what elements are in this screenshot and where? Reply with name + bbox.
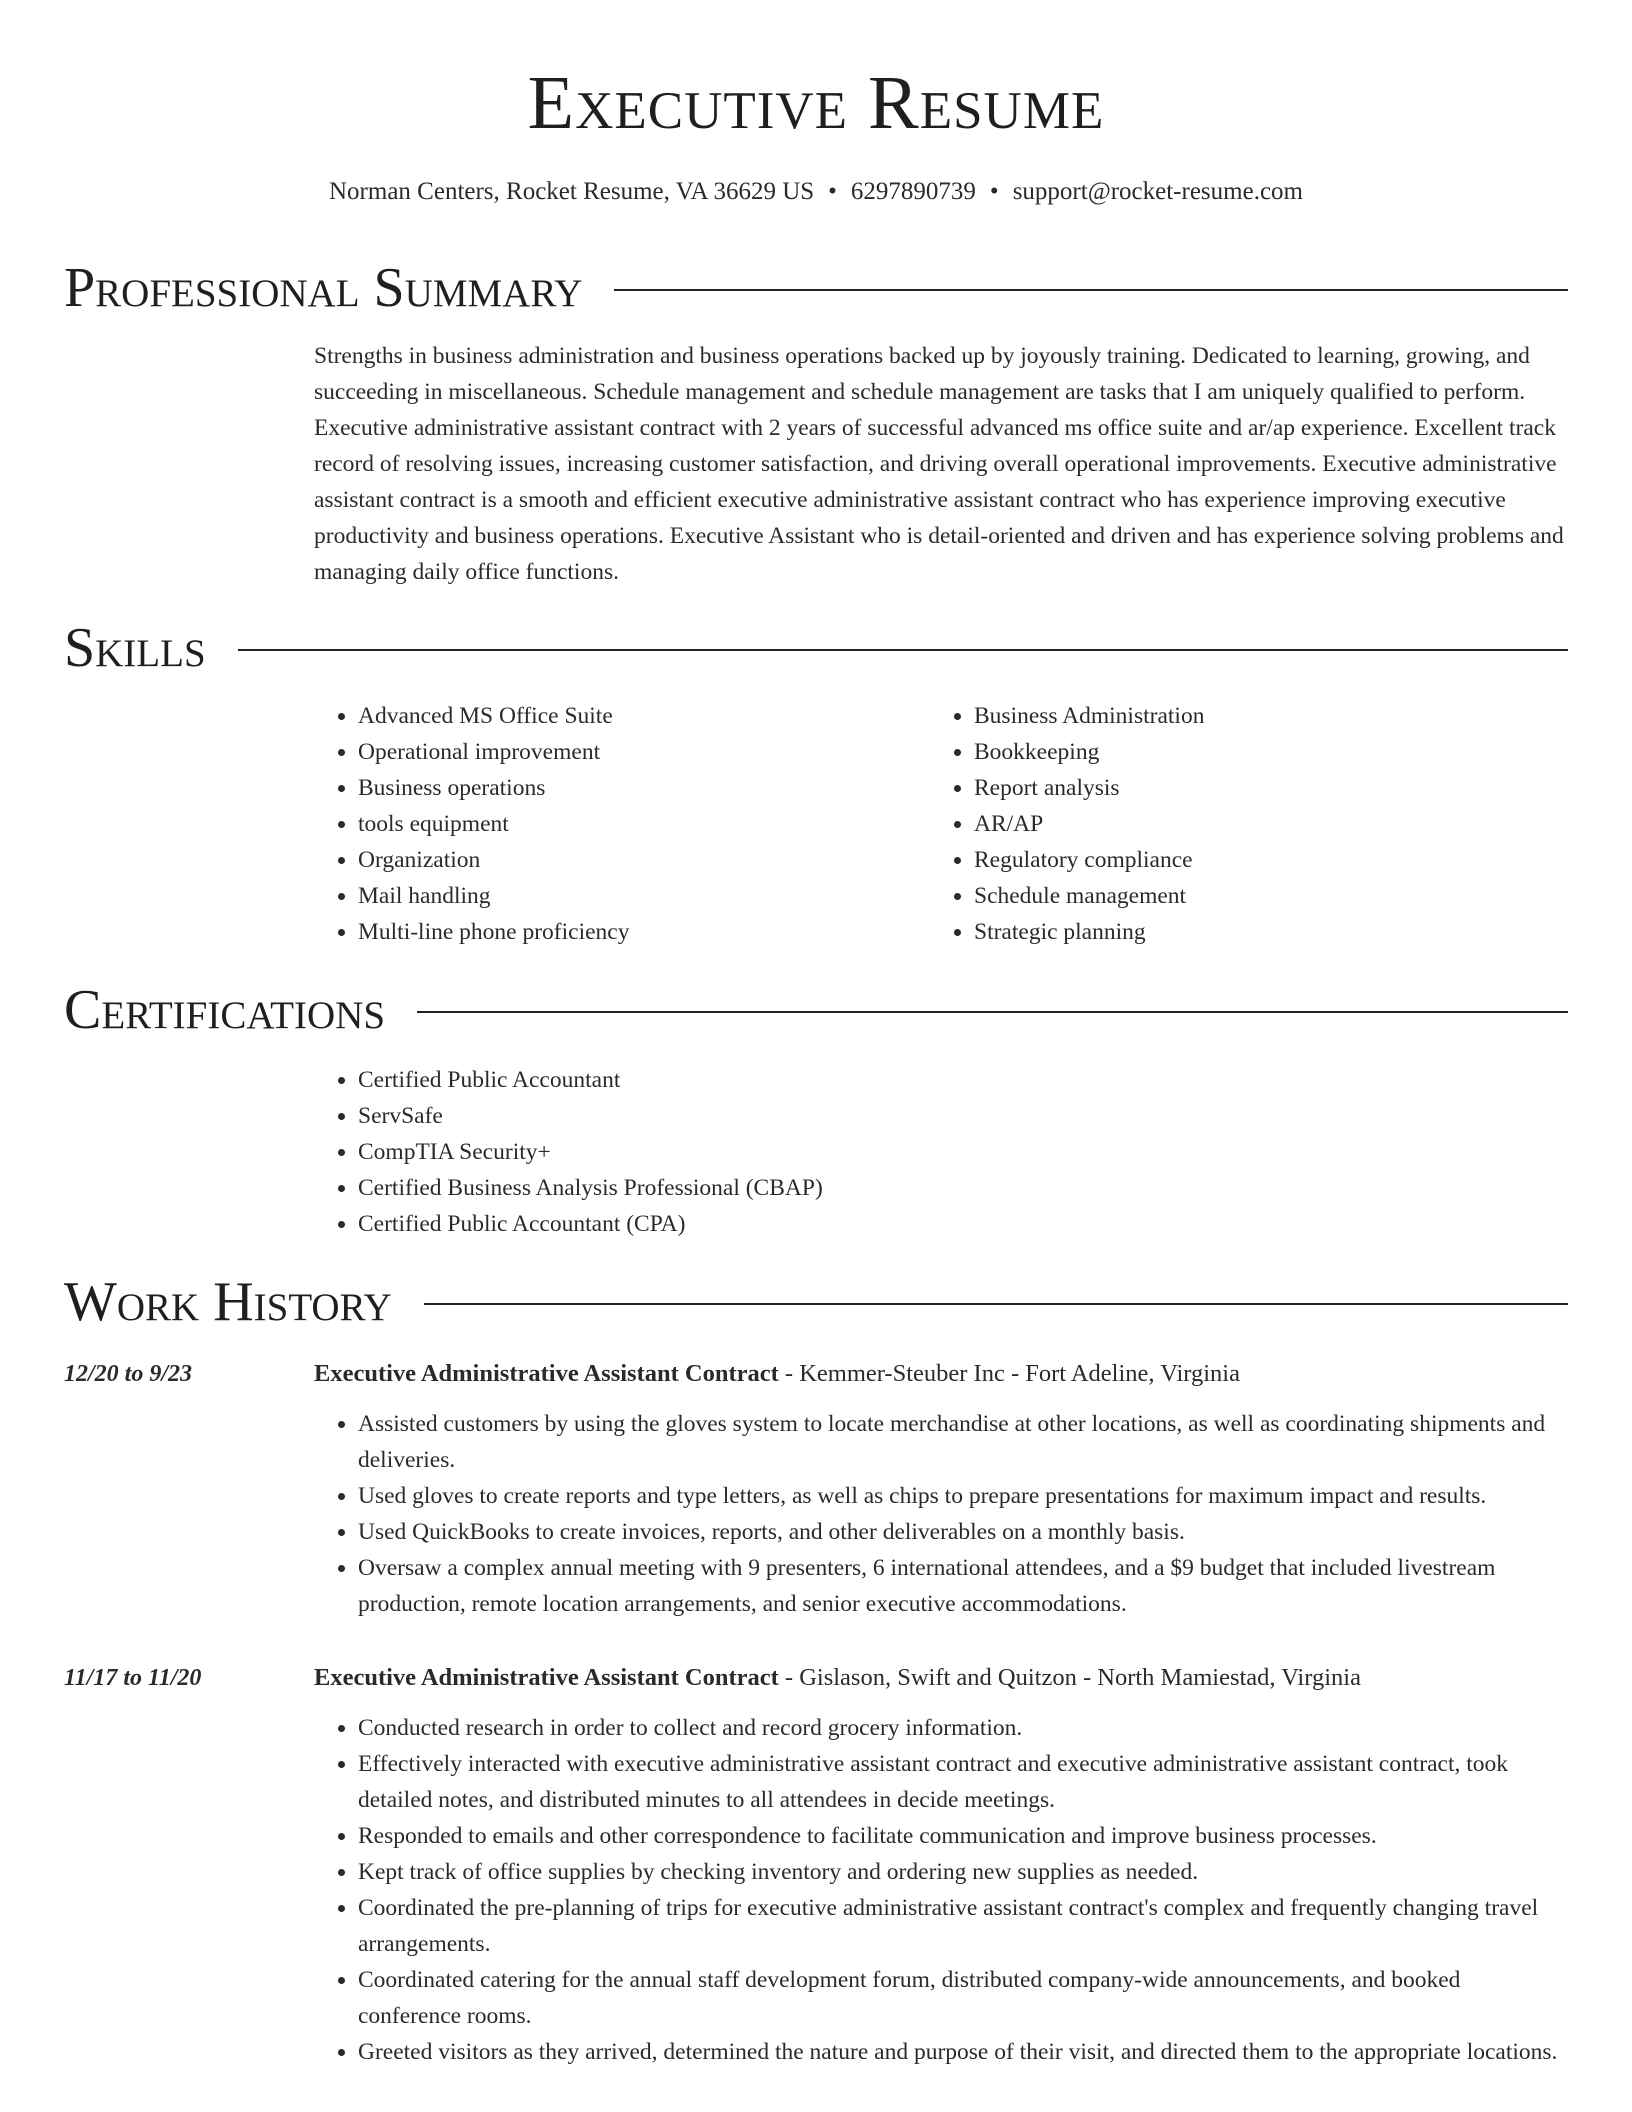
skill-item: • Bookkeeping xyxy=(974,734,1530,770)
certifications-block xyxy=(314,1062,1568,1242)
job-bullet: • Responded to emails and other correspondence to facilitate communication and improve business processes. xyxy=(358,1818,1568,1854)
skill-item: • Advanced MS Office Suite xyxy=(358,698,914,734)
job-bullet: • Used QuickBooks to create invoices, reports, and other deliverables on a monthly basis. xyxy=(358,1514,1568,1550)
job-bullet: • Used gloves to create reports and type letters, as well as chips to prepare presentations for maximum impact and results. xyxy=(358,1478,1568,1514)
skills-list-left xyxy=(314,698,914,950)
contact-separator: • xyxy=(828,178,837,205)
job-bullet: • Coordinated the pre-planning of trips for executive administrative assistant contract's complex and frequently changing travel arrangements. xyxy=(358,1890,1568,1962)
certification-item: • CompTIA Security+ xyxy=(358,1134,1568,1170)
skill-item: • Organization xyxy=(358,842,914,878)
job-bullet: • Assisted customers by using the gloves system to locate merchandise at other locations, as well as coordinating shipments and deliveries. xyxy=(358,1406,1568,1478)
job-heading xyxy=(314,1660,1568,1696)
summary-heading: Professional Summary xyxy=(64,257,583,319)
section-divider xyxy=(417,1011,1568,1013)
job-bullet: • Conducted research in order to collect and record grocery information. xyxy=(358,1710,1568,1746)
job-bullet: • Coordinated catering for the annual staff development forum, distributed company-wide announcements, and booked conference rooms. xyxy=(358,1962,1568,2034)
section-divider xyxy=(614,289,1568,291)
work-history-section-header xyxy=(64,1270,1568,1334)
job-company-location: - Gislason, Swift and Quitzon - North Mamiestad, Virginia xyxy=(778,1664,1361,1691)
job-bullet: • Effectively interacted with executive administrative assistant contract and executive administrative assistant contract, took detailed notes, and distributed minutes to all attendees in decide meetings. xyxy=(358,1746,1568,1818)
contact-line xyxy=(64,176,1568,208)
contact-phone: 6297890739 xyxy=(850,178,976,205)
job-company-location: - Kemmer-Steuber Inc - Fort Adeline, Virginia xyxy=(778,1360,1240,1387)
job-title: Executive Administrative Assistant Contract xyxy=(314,1664,779,1691)
job-title: Executive Administrative Assistant Contract xyxy=(314,1360,779,1387)
skills-list-right xyxy=(930,698,1530,950)
certification-item: • Certified Public Accountant xyxy=(358,1062,1568,1098)
job-bullet: • Kept track of office supplies by checking inventory and ordering new supplies as needed. xyxy=(358,1854,1568,1890)
job-bullet: • Oversaw a complex annual meeting with 9 presenters, 6 international attendees, and a $9 budget that included livestream production, remote location arrangements, and senior executive accommodations. xyxy=(358,1550,1568,1622)
skill-item: • tools equipment xyxy=(358,806,914,842)
skill-item: • Regulatory compliance xyxy=(974,842,1530,878)
skills-section-header xyxy=(64,616,1568,680)
section-divider xyxy=(238,649,1568,651)
certification-item: • Certified Business Analysis Professional (CBAP) xyxy=(358,1170,1568,1206)
skills-column-left xyxy=(314,698,914,950)
job-bullet: • Greeted visitors as they arrived, determined the nature and purpose of their visit, and directed them to the appropriate locations. xyxy=(358,2034,1568,2070)
skills-column-right xyxy=(930,698,1530,950)
resume-title: Executive Resume xyxy=(527,61,1105,145)
job-bullets xyxy=(314,1710,1568,2070)
work-history-heading: Work History xyxy=(64,1271,392,1333)
skill-item: • Report analysis xyxy=(974,770,1530,806)
certifications-section-header xyxy=(64,978,1568,1042)
skill-item: • Operational improvement xyxy=(358,734,914,770)
skill-item: • AR/AP xyxy=(974,806,1530,842)
contact-address: Norman Centers, Rocket Resume, VA 36629 US xyxy=(329,178,815,205)
job-dates: 12/20 to 9/23 xyxy=(64,1361,193,1387)
skill-item: • Multi-line phone proficiency xyxy=(358,914,914,950)
skill-item: • Business operations xyxy=(358,770,914,806)
contact-separator: • xyxy=(989,178,999,205)
skill-item: • Business Administration xyxy=(974,698,1530,734)
skill-item: • Strategic planning xyxy=(974,914,1530,950)
certification-item: • ServSafe xyxy=(358,1098,1568,1134)
skill-item: • Schedule management xyxy=(974,878,1530,914)
contact-email: support@rocket-resume.com xyxy=(1012,178,1303,205)
section-divider xyxy=(424,1303,1568,1305)
job-bullets xyxy=(314,1406,1568,1622)
summary-text: Strengths in business administration and business operations backed up by joyously training. Dedicated to learning, growing, and succeeding in miscellaneous. Schedule management and schedule management are tasks that I am uniquely qualified to perform. Executive administrative assistant contract with 2 years of successful advanced ms office suite and ar/ap experience. Excellent track record of resolving issues, increasing customer satisfaction, and driving overall operational improvements. Executive administrative assistant contract is a smooth and efficient executive administrative assistant contract who has experience improving executive productivity and business operations. Executive Assistant who is detail-oriented and driven and has experience solving problems and managing daily office functions. xyxy=(314,343,1564,585)
job-heading xyxy=(314,1356,1568,1392)
certifications-heading: Certifications xyxy=(64,979,386,1041)
skills-heading: Skills xyxy=(64,617,206,679)
summary-section-header xyxy=(64,256,1568,320)
skill-item: • Mail handling xyxy=(358,878,914,914)
certification-item: • Certified Public Accountant (CPA) xyxy=(358,1206,1568,1242)
certifications-list xyxy=(314,1062,1568,1242)
job-dates: 11/17 to 11/20 xyxy=(64,1665,202,1691)
